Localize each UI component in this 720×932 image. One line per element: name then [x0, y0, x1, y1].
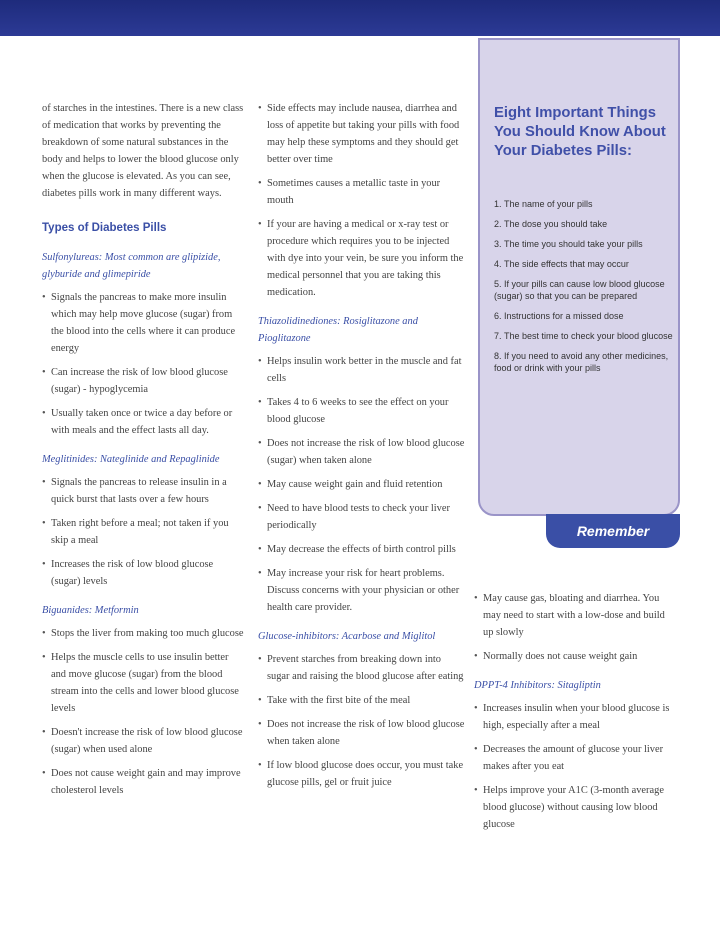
bullet-item: • Normally does not cause weight gain — [474, 648, 674, 665]
bullet-item: • Usually taken once or twice a day before or with meals and the effect lasts all day. — [42, 405, 244, 439]
bullet-item: • Signals the pancreas to release insulin in a quick burst that lasts over a few hours — [42, 474, 244, 508]
sidebar-item — [494, 238, 676, 250]
bullet-item: • Increases insulin when your blood glucose is high, especially after a meal — [474, 700, 674, 734]
column-1 — [42, 100, 244, 806]
bullet-item: • Increases the risk of low blood glucose (sugar) levels — [42, 556, 244, 590]
drug-class-bullets — [474, 700, 674, 833]
sidebar-item-text: Instructions for a missed dose — [504, 311, 624, 321]
col1-sections — [42, 249, 244, 799]
bullet-item: • Does not increase the risk of low blood glucose (sugar) when taken alone — [258, 435, 466, 469]
bullet-item: • May cause gas, bloating and diarrhea. You may need to start with a low-dose and build up slowly — [474, 590, 674, 641]
bullet-item: • Does not cause weight gain and may improve cholesterol levels — [42, 765, 244, 799]
bullet-item: • Can increase the risk of low blood glucose (sugar) - hypoglycemia — [42, 364, 244, 398]
sidebar-item-number: 8. — [494, 351, 502, 361]
column-3 — [474, 590, 674, 840]
bullet-item: • Does not increase the risk of low blood glucose when taken alone — [258, 716, 466, 750]
col2-top-bullets — [258, 100, 466, 301]
sidebar-item — [494, 310, 676, 322]
sidebar-item — [494, 258, 676, 270]
drug-class-bullets — [258, 353, 466, 616]
drug-class-bullets — [42, 289, 244, 439]
drug-class-heading: Thiazolidinediones: Rosiglitazone and Pioglitazone — [258, 316, 418, 344]
header-bar — [0, 0, 720, 36]
sidebar-box — [478, 38, 680, 516]
drug-class-bullets — [42, 474, 244, 590]
bullet-item: • May cause weight gain and fluid retention — [258, 476, 466, 493]
col2-sections — [258, 313, 466, 791]
bullet-item: • Need to have blood tests to check your liver periodically — [258, 500, 466, 534]
types-heading: Types of Diabetes Pills — [42, 222, 167, 234]
bullet-item: • If low blood glucose does occur, you must take glucose pills, gel or fruit juice — [258, 757, 466, 791]
remember-tab: Remember — [546, 514, 680, 548]
sidebar-title: Eight Important Things You Should Know About Your Diabetes Pills: — [494, 105, 666, 159]
intro-paragraph: of starches in the intestines. There is a new class of medication that works by preventing the breakdown of some natural substances in the body and helps to lower the blood glucose only when the glucose is elevated. As you can see, diabetes pills work in many different ways. — [42, 103, 244, 199]
bullet-item: • Take with the first bite of the meal — [258, 692, 466, 709]
sidebar-item-text: The side effects that may occur — [504, 259, 629, 269]
bullet-item: • May increase your risk for heart problems. Discuss concerns with your physician or other health care provider. — [258, 565, 466, 616]
sidebar-item-text: The dose you should take — [504, 219, 608, 229]
drug-class-bullets — [258, 651, 466, 791]
sidebar-item — [494, 330, 676, 342]
bullet-item: • Helps insulin work better in the muscle and fat cells — [258, 353, 466, 387]
drug-class-heading: Meglitinides: Nateglinide and Repaglinide — [42, 454, 220, 465]
sidebar-item-text: The best time to check your blood glucose — [504, 331, 673, 341]
col3-sections — [474, 677, 674, 833]
bullet-item: • Signals the pancreas to make more insulin which may help move glucose (sugar) from the blood into the cells where it can produce energy — [42, 289, 244, 357]
bullet-item: • Decreases the amount of glucose your liver makes after you eat — [474, 741, 674, 775]
drug-class-heading: Sulfonylureas: Most common are glipizide, glyburide and glimepiride — [42, 252, 221, 280]
sidebar-item-text: The name of your pills — [504, 199, 593, 209]
bullet-item: • Taken right before a meal; not taken if you skip a meal — [42, 515, 244, 549]
drug-class-bullets — [42, 625, 244, 799]
bullet-item: • Helps improve your A1C (3-month average blood glucose) without causing low blood glucose — [474, 782, 674, 833]
sidebar-item-number: 1. — [494, 199, 502, 209]
sidebar-item-number: 5. — [494, 279, 502, 289]
bullet-item: • Stops the liver from making too much glucose — [42, 625, 244, 642]
drug-class-heading: Glucose-inhibitors: Acarbose and Miglitol — [258, 631, 436, 642]
sidebar-item-text: If your pills can cause low blood glucose (sugar) so that you can be prepared — [494, 279, 665, 301]
bullet-item: • Takes 4 to 6 weeks to see the effect on your blood glucose — [258, 394, 466, 428]
sidebar-list — [494, 198, 676, 382]
sidebar-item-number: 3. — [494, 239, 502, 249]
sidebar-item — [494, 218, 676, 230]
bullet-item: • May decrease the effects of birth control pills — [258, 541, 466, 558]
sidebar-item-number: 4. — [494, 259, 502, 269]
bullet-item: • Side effects may include nausea, diarrhea and loss of appetite but taking your pills with food may help these symptoms and they should get better over time — [258, 100, 466, 168]
sidebar-item-number: 6. — [494, 311, 502, 321]
bullet-item: • Helps the muscle cells to use insulin better and move glucose (sugar) from the blood stream into the cells and lower blood glucose levels — [42, 649, 244, 717]
column-2 — [258, 100, 466, 798]
drug-class-heading: DPPT-4 Inhibitors: Sitagliptin — [474, 680, 601, 691]
sidebar-item-number: 7. — [494, 331, 502, 341]
sidebar-item — [494, 350, 676, 374]
sidebar-item-text: If you need to avoid any other medicines, food or drink with your pills — [494, 351, 669, 373]
drug-class-heading: Biguanides: Metformin — [42, 605, 139, 616]
sidebar-item-text: The time you should take your pills — [504, 239, 643, 249]
bullet-item: • Sometimes causes a metallic taste in your mouth — [258, 175, 466, 209]
sidebar-item — [494, 278, 676, 302]
bullet-item: • Doesn't increase the risk of low blood glucose (sugar) when used alone — [42, 724, 244, 758]
bullet-item: • Prevent starches from breaking down into sugar and raising the blood glucose after eating — [258, 651, 466, 685]
sidebar-item-number: 2. — [494, 219, 502, 229]
col3-top-bullets — [474, 590, 674, 665]
bullet-item: • If your are having a medical or x-ray test or procedure which requires you to be injected with dye into your vein, be sure you inform the medical personnel that you are taking this medication. — [258, 216, 466, 301]
sidebar-item — [494, 198, 676, 210]
